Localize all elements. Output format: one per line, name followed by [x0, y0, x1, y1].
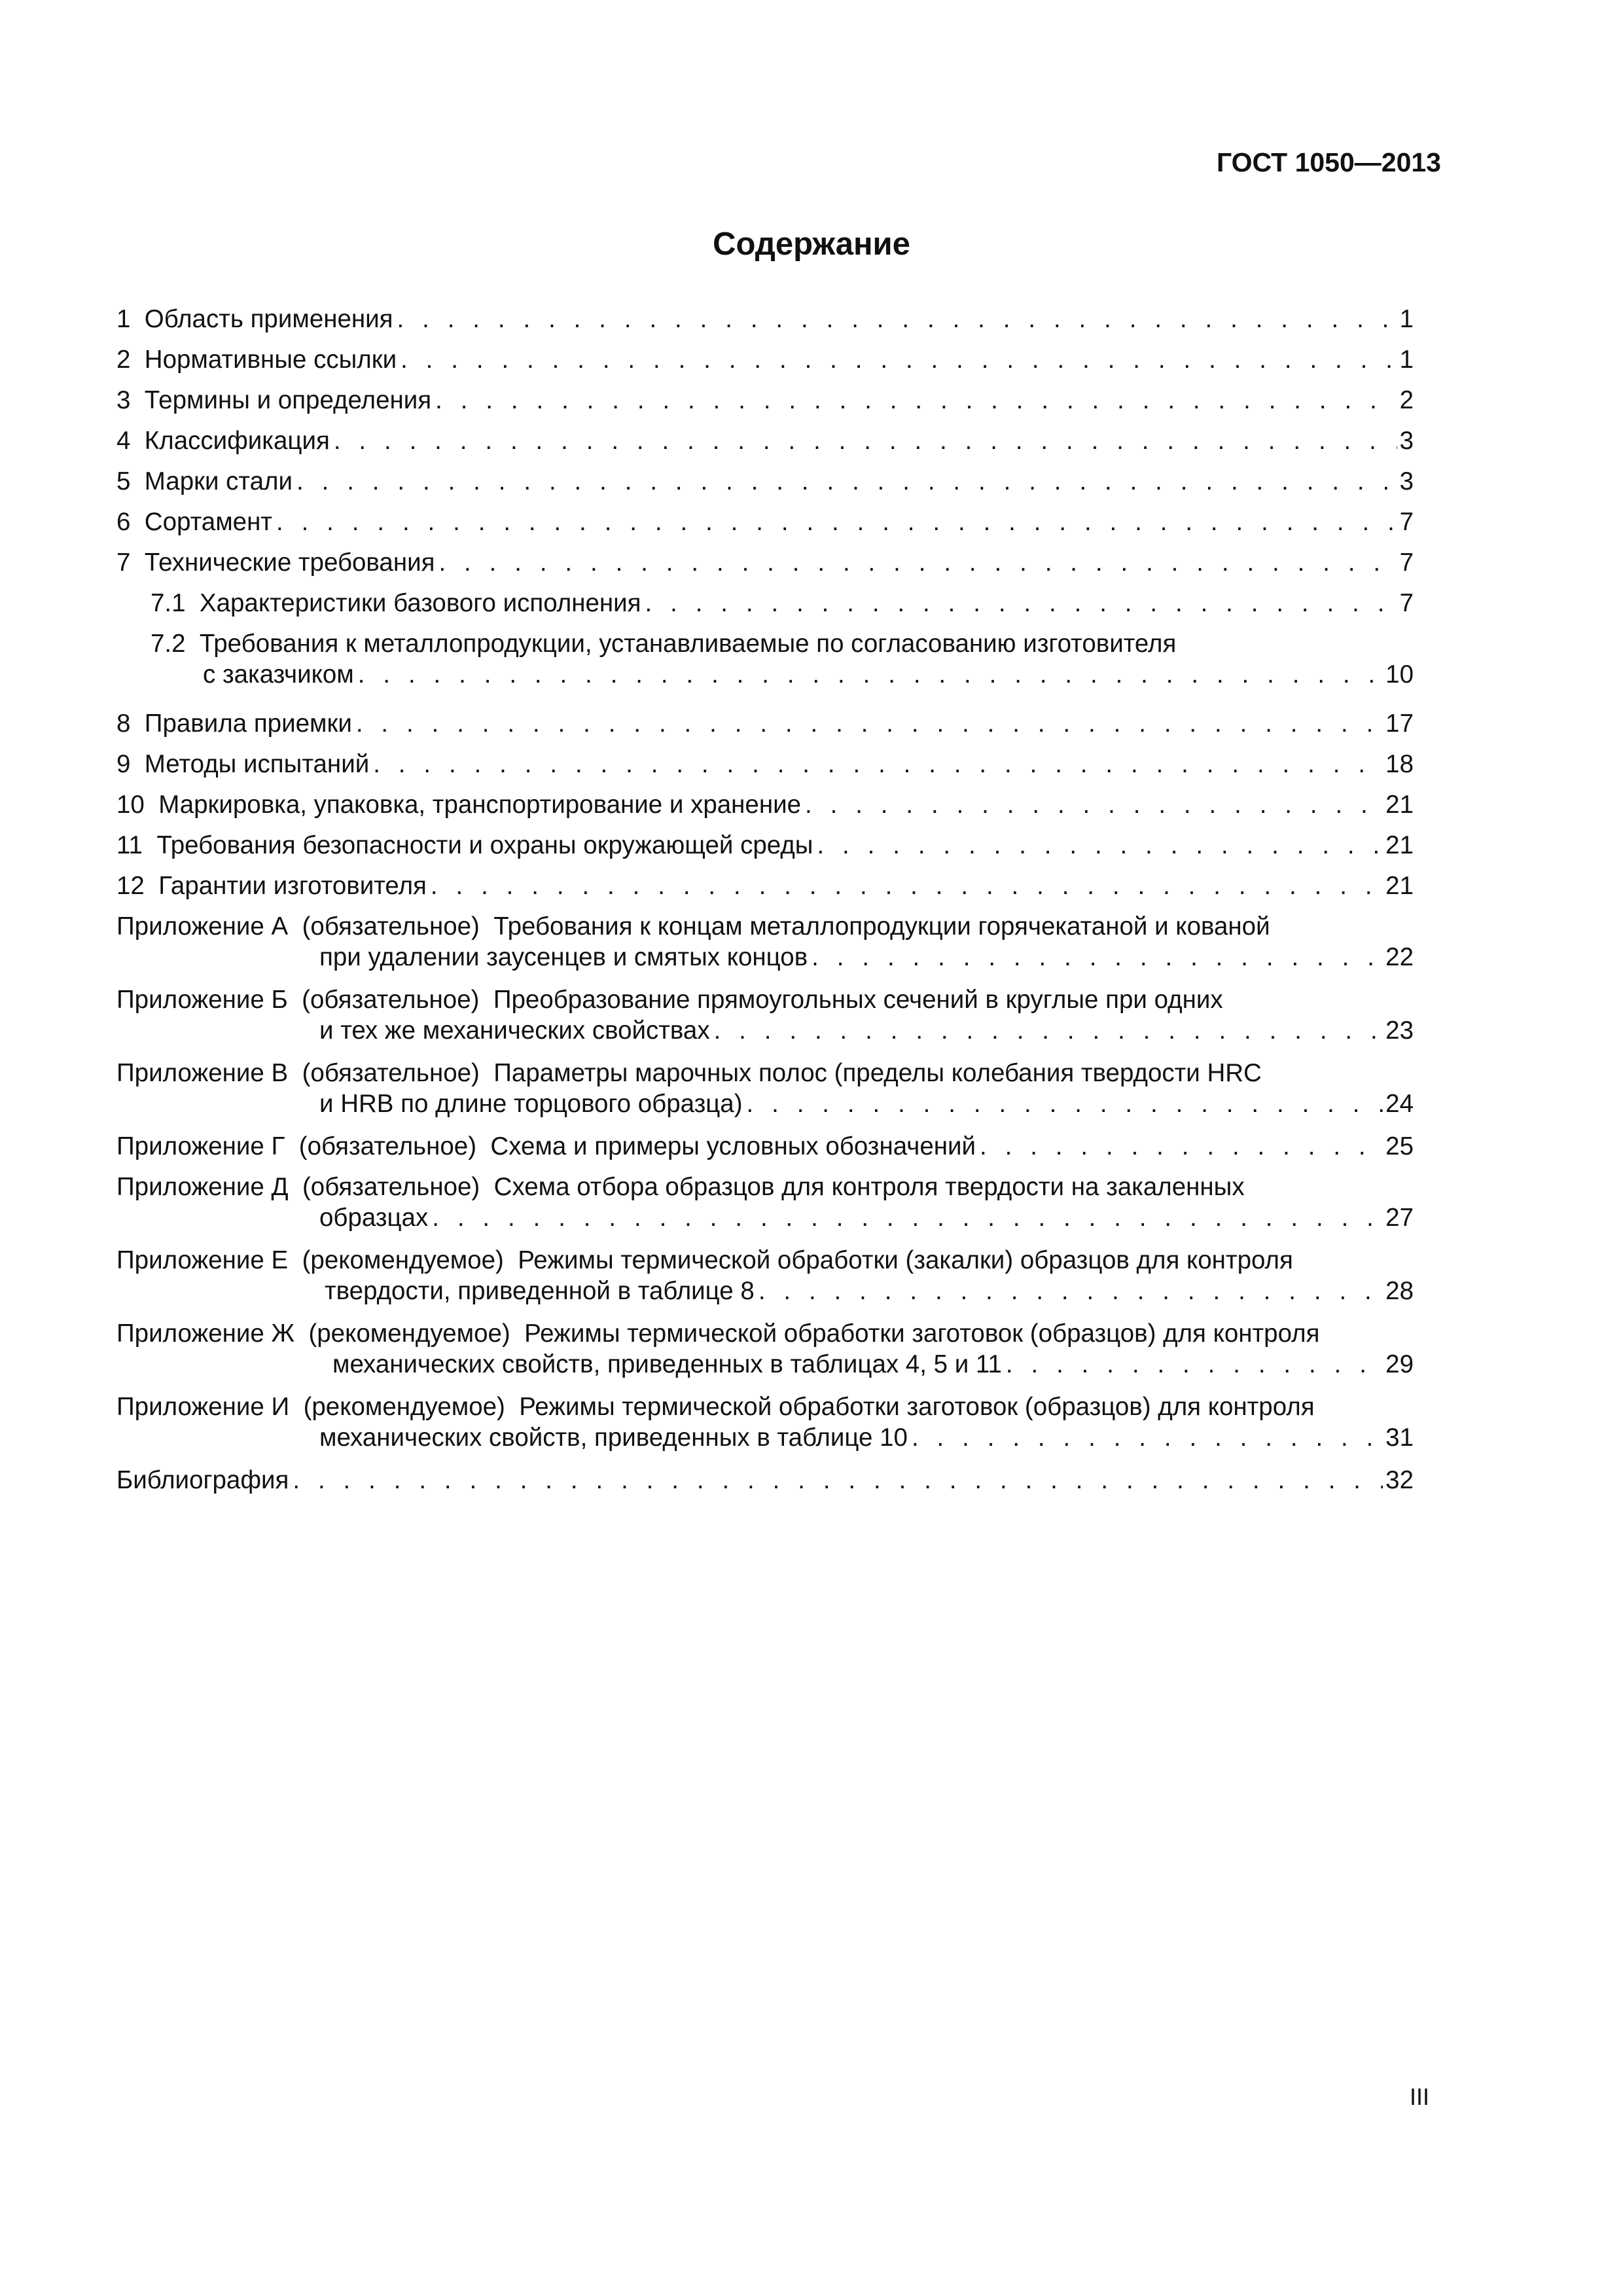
toc-entry-title: Приложение Ж (рекомендуемое) Режимы термической обработки заготовок (образцов) для контроля: [116, 1319, 1320, 1348]
dot-leader: [356, 709, 1383, 739]
dot-leader: [912, 1423, 1383, 1453]
toc-page-number: 21: [1385, 791, 1414, 819]
dot-leader: [276, 507, 1397, 537]
toc-page-number: 7: [1399, 508, 1414, 536]
toc-page-number: 2: [1399, 386, 1414, 414]
toc-page-number: 17: [1385, 709, 1414, 738]
toc-page-number: 25: [1385, 1132, 1414, 1160]
dot-leader: [1006, 1350, 1383, 1380]
toc-entry-title: Приложение Б (обязательное) Преобразование прямоугольных сечений в круглые при одних: [116, 986, 1223, 1014]
toc-page-number: 3: [1399, 427, 1414, 455]
dot-leader: [714, 1016, 1383, 1046]
toc-page-number: 1: [1399, 305, 1414, 333]
toc-entry-title-continued: и тех же механических свойствах: [319, 1016, 710, 1045]
dot-leader: [805, 790, 1383, 820]
toc-entry-title: 7.1 Характеристики базового исполнения: [151, 589, 641, 617]
dot-leader: [293, 1465, 1383, 1496]
toc-page-number: 1: [1399, 346, 1414, 374]
dot-leader: [438, 548, 1397, 578]
dot-leader: [980, 1132, 1383, 1162]
toc-page-number: 27: [1385, 1204, 1414, 1232]
dot-leader: [397, 304, 1397, 334]
dot-leader: [373, 749, 1383, 780]
dot-leader: [817, 831, 1383, 861]
toc-entry-title: 7.2 Требования к металлопродукции, устанавливаемые по согласованию изготовителя: [151, 630, 1177, 658]
toc-page-number: 28: [1385, 1277, 1414, 1305]
toc-entry-title: 2 Нормативные ссылки: [116, 346, 397, 374]
dot-leader: [358, 660, 1383, 690]
toc-entry-title: 11 Требования безопасности и охраны окружающей среды: [116, 831, 813, 859]
toc-entry-title: Приложение Д (обязательное) Схема отбора образцов для контроля твердости на закаленных: [116, 1173, 1245, 1201]
dot-leader: [401, 345, 1397, 375]
toc-entry-title-continued: с заказчиком: [203, 660, 354, 689]
toc-page-number: 21: [1385, 831, 1414, 859]
toc-entry-title: Приложение Г (обязательное) Схема и примеры условных обозначений: [116, 1132, 976, 1160]
dot-leader: [432, 1203, 1383, 1233]
toc-entry-title-continued: при удалении заусенцев и смятых концов: [319, 943, 808, 971]
toc-entry-title: 10 Маркировка, упаковка, транспортирование и хранение: [116, 791, 802, 819]
toc-entry-title: Приложение В (обязательное) Параметры марочных полос (пределы колебания твердости HRC: [116, 1059, 1262, 1087]
dot-leader: [758, 1276, 1383, 1306]
toc-page-number: 3: [1399, 467, 1414, 495]
page-number: III: [1409, 2083, 1429, 2110]
toc-page-number: 18: [1385, 750, 1414, 778]
toc-page-number: 21: [1385, 872, 1414, 900]
toc-page-number: 22: [1385, 943, 1414, 971]
toc-entry-title: 6 Сортамент: [116, 508, 272, 536]
toc-entry-title: 9 Методы испытаний: [116, 750, 370, 778]
toc-entry-title: 7 Технические требования: [116, 548, 435, 577]
toc-page-number: 29: [1385, 1350, 1414, 1378]
toc-entry-title-continued: механических свойств, приведенных в таблицах 4, 5 и 11: [332, 1350, 1002, 1378]
toc-entry-title: Приложение Е (рекомендуемое) Режимы термической обработки (закалки) образцов для контроля: [116, 1246, 1293, 1274]
toc-entry-title-continued: механических свойств, приведенных в таблице 10: [319, 1424, 908, 1452]
dot-leader: [812, 942, 1383, 973]
toc-entry-title-continued: твердости, приведенной в таблице 8: [325, 1277, 755, 1305]
dot-leader: [645, 588, 1397, 619]
toc-entry-title: Приложение А (обязательное) Требования к концам металлопродукции горячекатаной и кованой: [116, 912, 1270, 941]
toc-entry-title-continued: образцах: [319, 1204, 429, 1232]
toc-entry-title: 3 Термины и определения: [116, 386, 432, 414]
toc-page-number: 7: [1399, 589, 1414, 617]
dot-leader: [435, 386, 1397, 416]
toc-page-number: 31: [1385, 1424, 1414, 1452]
dot-leader: [431, 871, 1383, 901]
toc-title: Содержание: [713, 226, 910, 262]
toc-entry-title: Приложение И (рекомендуемое) Режимы термической обработки заготовок (образцов) для контроля: [116, 1393, 1315, 1421]
toc-entry-title: 1 Область применения: [116, 305, 393, 333]
toc-entry-title: 8 Правила приемки: [116, 709, 352, 738]
toc-page-number: 10: [1385, 660, 1414, 689]
dot-leader: [334, 426, 1397, 456]
toc-page-number: 7: [1399, 548, 1414, 577]
toc-entry-title: 5 Марки стали: [116, 467, 293, 495]
document-code: ГОСТ 1050—2013: [1216, 147, 1441, 177]
dot-leader: [747, 1089, 1383, 1119]
toc-entry-title: Библиография: [116, 1466, 289, 1494]
toc-page-number: 24: [1385, 1090, 1414, 1118]
toc-entry-title: 4 Классификация: [116, 427, 330, 455]
toc-page-number: 32: [1385, 1466, 1414, 1494]
toc-entry-title: 12 Гарантии изготовителя: [116, 872, 427, 900]
toc-entry-title-continued: и HRB по длине торцового образца): [319, 1090, 743, 1118]
dot-leader: [296, 467, 1397, 497]
toc-page-number: 23: [1385, 1016, 1414, 1045]
